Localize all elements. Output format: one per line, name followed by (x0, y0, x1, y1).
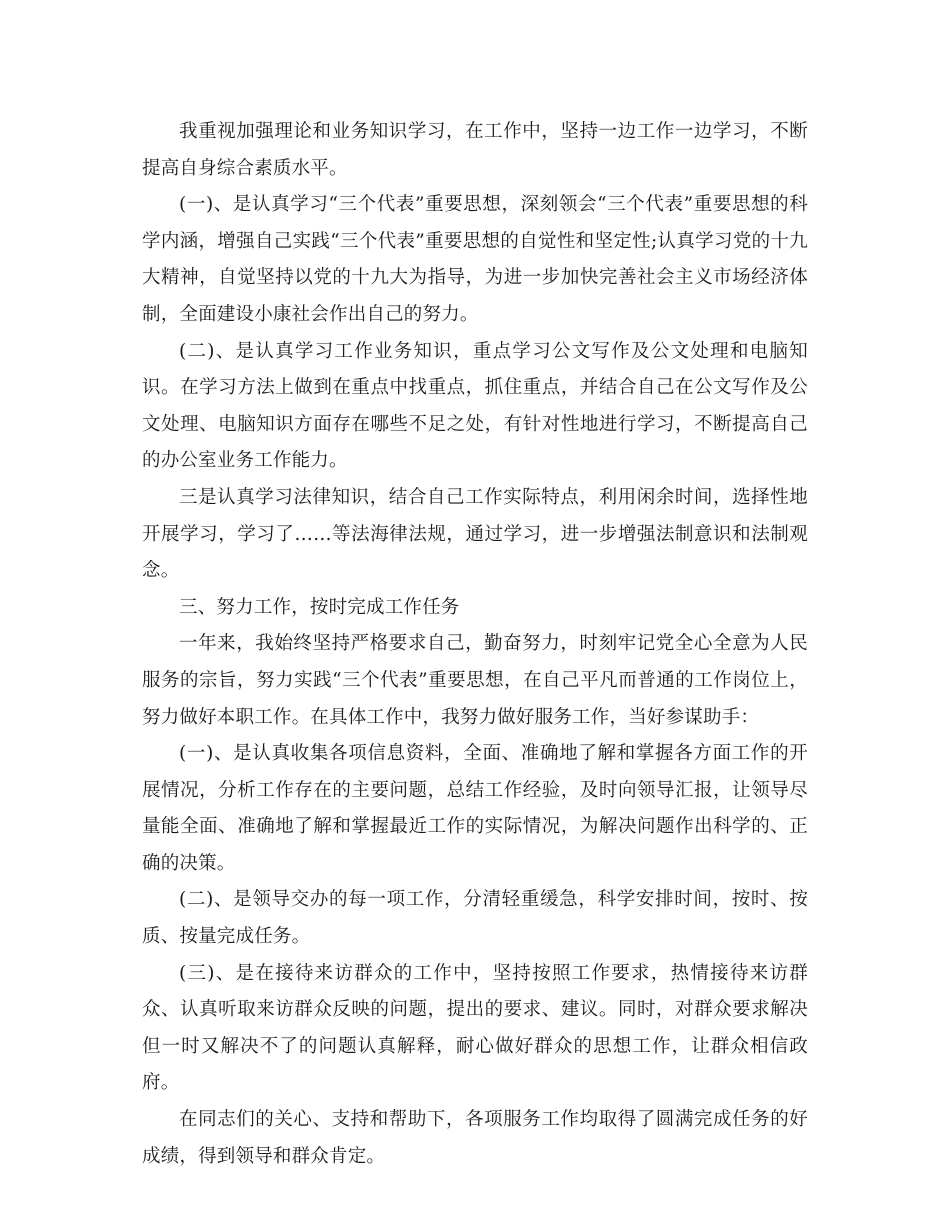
paragraph-work-assignments: (二)、是领导交办的每一项工作，分清轻重缓急，科学安排时间，按时、按质、按量完成任务。 (142, 889, 808, 948)
paragraph-conclusion: 在同志们的关心、支持和帮助下，各项服务工作均取得了圆满完成任务的好成绩，得到领导和群众肯定。 (142, 1109, 808, 1167)
paragraph-study-theory: (一)、是认真学习“三个代表”重要思想，深刻领会“三个代表”重要思想的科学内涵，增强自己实践“三个代表”重要思想的自觉性和坚定性;认真学习党的十九大精神，自觉坚持以党的十九大为指导，为进一步加快完善社会主义市场经济体制，全面建设小康社会作出自己的努力。 (142, 194, 808, 325)
paragraph-work-intro: 一年来，我始终坚持严格要求自己，勤奋努力，时刻牢记党全心全意为人民服务的宗旨，努力实践“三个代表”重要思想，在自己平凡而普通的工作岗位上，努力做好本职工作。在具体工作中，我努力做好服务工作，当好参谋助手： (142, 633, 808, 728)
paragraph-study-law: 三是认真学习法律知识，结合自己工作实际特点，利用闲余时间，选择性地开展学习，学习了……等法海律法规，通过学习，进一步增强法制意识和法制观念。 (142, 486, 808, 582)
paragraph-study-business: (二)、是认真学习工作业务知识，重点学习公文写作及公文处理和电脑知识。在学习方法上做到在重点中找重点，抓住重点，并结合自己在公文写作及公文处理、电脑知识方面存在哪些不足之处，有针对性地进行学习，不断提高自己的办公室业务工作能力。 (142, 340, 808, 472)
document-body (142, 114, 808, 1175)
paragraph-work-visitors: (三)、是在接待来访群众的工作中，坚持按照工作要求，热情接待来访群众、认真听取来访群众反映的问题，提出的要求、建议。同时，对群众要求解决但一时又解决不了的问题认真解释，耐心做好群众的思想工作，让群众相信政府。 (142, 962, 808, 1094)
section-heading-work: 三、努力工作，按时完成工作任务 (179, 596, 460, 618)
paragraph-work-information: (一)、是认真收集各项信息资料，全面、准确地了解和掌握各方面工作的开展情况，分析工作存在的主要问题，总结工作经验，及时向领导汇报，让领导尽量能全面、准确地了解和掌握最近工作的实际情况，为解决问题作出科学的、正确的决策。 (142, 743, 808, 874)
paragraph-study-intro: 我重视加强理论和业务知识学习，在工作中，坚持一边工作一边学习，不断提高自身综合素质水平。 (142, 121, 808, 179)
